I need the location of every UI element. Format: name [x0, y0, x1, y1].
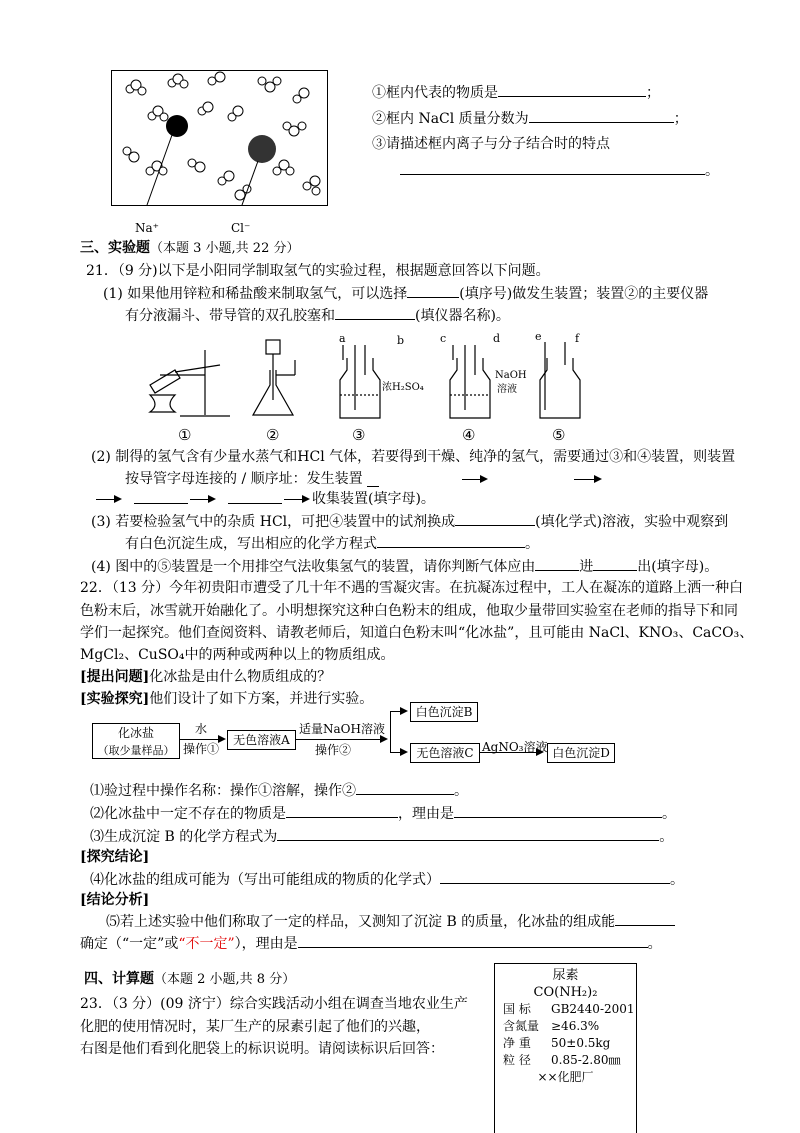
q21-p2-line1: (2) 制得的氢气含有少量水蒸气和HCl 气体，若要得到干燥、纯净的氢气，需要通过③和④装置，则装置 [91, 449, 736, 465]
section-3-heading: 三、实验题（本题 3 小题,共 22 分） [80, 240, 300, 256]
answer-blank[interactable] [400, 160, 705, 175]
q22-raise-question: [提出问题]化冰盐是由什么物质组成的？ [80, 669, 332, 685]
answer-blank[interactable] [134, 489, 188, 504]
na-ion-label: Na⁺ [135, 221, 159, 235]
label-row: 粒 径 0.85-2.80㎜ [503, 1053, 621, 1067]
water-molecules-figure [112, 71, 327, 205]
q22-line4: MgCl₂、CuSO₄中的两种或两种以上的物质组成。 [80, 647, 395, 663]
q21-p3-line2: 有白色沉淀生成，写出相应的化学方程式 。 [125, 533, 539, 554]
answer-blank[interactable] [529, 108, 674, 123]
letter-a: a [339, 332, 346, 345]
flow-solution-c-box: 无色溶液C [410, 743, 480, 763]
label-row: 国 标 GB2440-2001 [503, 1002, 635, 1016]
q22-s2: ⑵化冰盐中一定不存在的物质是 ，理由是 。 [90, 803, 676, 824]
flow-solution-a-box: 无色溶液A [227, 730, 296, 750]
q23-line1: 23．（3 分）(09 济宁）综合实践活动小组在调查当地农业生产 [80, 996, 468, 1012]
q21-stem: 21．（9 分)以下是小阳同学制取氢气的实验过程，根据题意回答以下问题。 [86, 263, 550, 279]
q22-s3: ⑶生成沉淀 B 的化学方程式为 。 [90, 826, 673, 847]
apparatus-4: ④ [462, 426, 476, 444]
q22-conclusion-tag: [探究结论] [80, 849, 150, 865]
flow-precipitate-b-box: 白色沉淀B [410, 702, 478, 722]
answer-blank[interactable] [615, 911, 675, 926]
apparatus-3: ③ [352, 426, 366, 444]
answer-blank[interactable] [440, 869, 670, 884]
letter-c: c [440, 332, 447, 345]
q-top-3: ③请描述框内离子与分子结合时的特点 [372, 136, 610, 152]
q23-line2: 化肥的使用情况时，某厂生产的尿素引起了他们的兴趣， [80, 1019, 430, 1035]
answer-blank[interactable] [298, 933, 648, 948]
q23-line3: 右图是他们看到化肥袋上的标识说明。请阅读标识后回答： [80, 1041, 444, 1057]
answer-blank[interactable] [356, 780, 454, 795]
flow-water-label: 水 [195, 722, 208, 736]
naoh-label: NaOH [495, 370, 527, 381]
q21-p2-line2: 按导管字母连接的 / 顺序址：发生装置 [125, 471, 363, 487]
answer-blank[interactable] [228, 489, 282, 504]
q-top-3-blank: 。 [400, 160, 719, 181]
h2so4-label: 浓H₂SO₄ [382, 382, 424, 393]
answer-blank[interactable] [277, 826, 659, 841]
q22-s5-line1: ⑸若上述实验中他们称取了一定的样品，又测知了沉淀 B 的质量，化冰盐的组成能 [106, 911, 675, 932]
arrow [462, 479, 486, 480]
label-formula: CO(NH₂)₂ [533, 985, 598, 1000]
flow-op1-label: 操作① [183, 742, 220, 756]
molecule-diagram [111, 70, 328, 206]
arrow [180, 739, 224, 740]
arrow [390, 711, 406, 712]
q-top-1: ①框内代表的物质是 ； [372, 82, 660, 103]
label-row: 含氮量 ≥46.3% [503, 1019, 600, 1033]
apparatus-figure [135, 330, 595, 445]
answer-blank[interactable] [535, 556, 579, 571]
q21-p3-line1: (3) 若要检验氢气中的杂质 HCl，可把④装置中的试剂换成 (填化学式)溶液，实验中观察到 [91, 511, 728, 532]
arrow [390, 752, 406, 753]
answer-blank[interactable] [367, 472, 379, 487]
flow-precipitate-d-box: 白色沉淀D [547, 743, 615, 763]
letter-d: d [493, 332, 501, 345]
answer-blank[interactable] [286, 803, 398, 818]
arrow [574, 479, 600, 480]
arrow [296, 739, 386, 740]
letter-b: b [397, 334, 405, 347]
letter-e: e [535, 330, 542, 343]
q22-analysis-tag: [结论分析] [80, 892, 150, 908]
label-row: 净 重 50±0.5kg [503, 1036, 611, 1050]
fertilizer-label [494, 963, 637, 1133]
q22-s4: ⑷化冰盐的组成可能为（写出可能组成的物质的化学式） 。 [90, 869, 684, 890]
apparatus-5: ⑤ [552, 426, 566, 444]
label-name: 尿素 [552, 968, 579, 983]
answer-blank[interactable] [498, 82, 646, 97]
apparatus-1: ① [178, 426, 192, 444]
flow-sample-box: 化冰盐 （取少量样品） [92, 723, 180, 759]
flow-agno3-label: AgNO₃溶液 [482, 740, 548, 754]
flow-op2-label: 操作② [315, 743, 352, 757]
q21-p4: (4) 图中的⑤装置是一个用排空气法收集氢气的装置，请你判断气体应由 进 出(填字母)。 [91, 556, 718, 577]
answer-blank[interactable] [407, 283, 459, 298]
q22-line1: 22．（13 分）今年初贵阳市遭受了几十年不遇的雪凝灾害。在抗凝冻过程中，工人在凝冻的道路上洒一种白 [80, 580, 744, 596]
arrow [190, 499, 214, 500]
q-top-2: ②框内 NaCl 质量分数为 ； [372, 108, 688, 129]
q21-p1-line2: 有分液漏斗、带导管的双孔胶塞和 (填仪器名称)。 [125, 305, 510, 326]
answer-blank[interactable] [455, 511, 535, 526]
answer-blank[interactable] [593, 556, 637, 571]
section-4-heading: 四、计算题（本题 2 小题,共 8 分） [84, 971, 296, 987]
flow-naoh-label: 适量NaOH溶液 [299, 722, 385, 736]
cl-ion-label: Cl⁻ [231, 221, 251, 235]
q22-line3: 学们一起探究。他们查阅资料、请教老师后，知道白色粉末叫“化冰盐”，且可能由 NaCl、KNO₃、CaCO₃、 [80, 625, 754, 641]
q22-line2: 色粉末后，冰雪就开始融化了。小明想探究这种白色粉末的组成，他取少量带回实验室在老师的指导下和同 [80, 603, 738, 619]
q21-p1-line1: (1) 如果他用锌粒和稀盐酸来制取氢气，可以选择 (填序号)做发生装置；装置②的主要仪器 [103, 283, 708, 304]
q21-p2-line3: 收集装置(填字母)。 [312, 491, 435, 507]
answer-blank[interactable] [335, 305, 415, 320]
label-factory: ××化肥厂 [537, 1070, 594, 1084]
q22-s5-line2: 确定（“一定”或“不一定”），理由是 。 [80, 933, 662, 954]
q22-explore: [实验探究]他们设计了如下方案，并进行实验。 [80, 691, 374, 707]
arrow [284, 499, 308, 500]
answer-blank[interactable] [377, 533, 525, 548]
apparatus-2: ② [266, 426, 280, 444]
solution-label: 溶液 [497, 384, 517, 395]
answer-blank[interactable] [454, 803, 662, 818]
q22-s1: ⑴验过程中操作名称：操作①溶解，操作② 。 [90, 780, 468, 801]
arrow [480, 752, 542, 753]
letter-f: f [575, 332, 580, 345]
flow-branch-line [390, 711, 391, 752]
arrow [96, 499, 120, 500]
label-rows [495, 1001, 636, 1069]
